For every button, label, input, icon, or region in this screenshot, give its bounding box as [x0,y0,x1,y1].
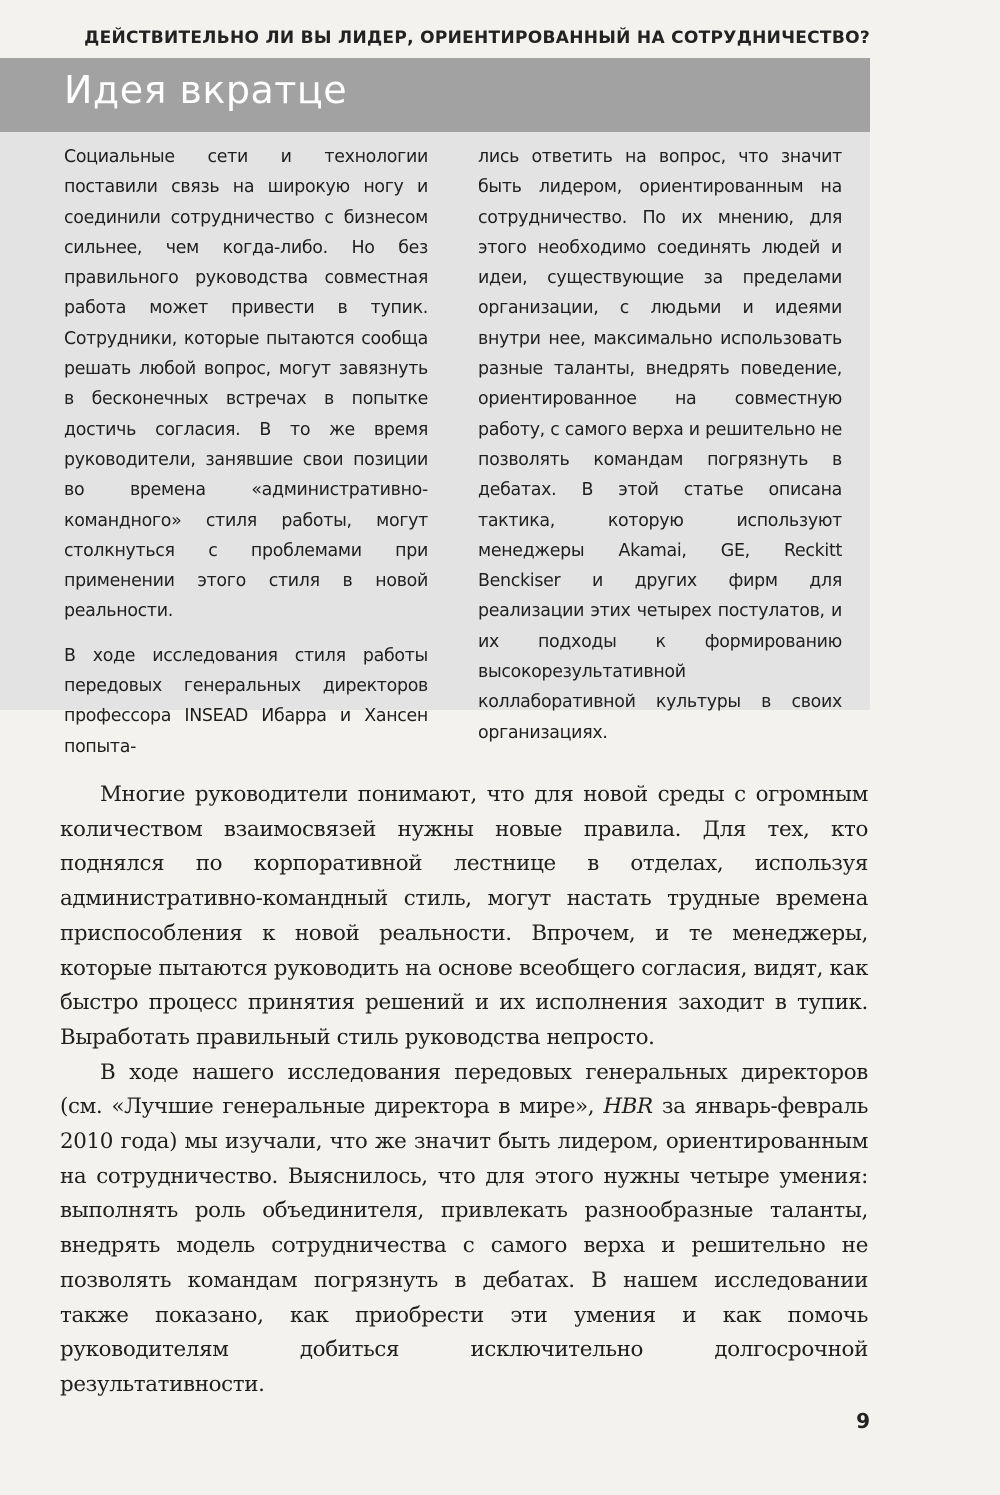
page-number: 9 [856,1409,870,1433]
body-paragraph: Многие руководители понимают, что для новой среды с огромным количеством взаимосвязей нужны новые правила. Для тех, кто поднялся по корпоративной лестнице в отделах, используя административно-командный стиль, могут настать трудные времена приспособления к новой реальности. Впрочем, и те менеджеры, которые пытаются руководить на основе всеобщего согласия, видят, как быстро процесс принятия решений и их исполнения заходит в тупик. Выработать правильный стиль руководства непросто. [60,782,868,1050]
sidebar-column-right [478,142,842,748]
journal-name: HBR [603,1094,653,1120]
sidebar-paragraph: Социальные сети и технологии поставили связь на широкую ногу и соединили сотрудничество с бизнесом сильнее, чем когда-либо. Но без правильного руководства совместная работа может привести в тупик. Сотрудники, которые пытаются сообща решать любой вопрос, могут завязнуть в бесконечных встречах в попытке достичь согласия. В то же время руководители, занявшие свои позиции во времена «административно-командного» стиля работы, могут столкнуться с проблемами при применении этого стиля в новой реальности. [64,147,428,622]
article-body [60,778,868,1403]
body-paragraph [60,1056,868,1403]
running-head: ДЕЙСТВИТЕЛЬНО ЛИ ВЫ ЛИДЕР, ОРИЕНТИРОВАННЫЙ НА СОТРУДНИЧЕСТВО? [84,28,870,48]
sidebar-title: Идея вкратце [64,68,348,112]
body-text: за январь-февраль 2010 года) мы изучали, что же значит быть лидером, ориентированным на сотрудничество. Выяснилось, что для этого нужны четыре умения: выполнять роль объединителя, привлекать разнообразные таланты, внедрять модель сотрудничества с самого верха и решительно не позволять командам погрязнуть в дебатах. В нашем исследовании также показано, как приобрести эти умения и как помочь руководителям добиться исключительно долгосрочной результативности. [60,1094,868,1397]
sidebar-paragraph: В ходе исследования стиля работы передовых генеральных директоров профессора INSEAD Ибарра и Хансен попыта- [64,645,428,757]
sidebar-paragraph: лись ответить на вопрос, что значит быть лидером, ориентированным на сотрудничество. По их мнению, для этого необходимо соединять людей и идеи, существующие за пределами организации, с людьми и идеями внутри нее, максимально использовать разные таланты, внедрять поведение, ориентированное на совместную работу, с самого верха и решительно не позволять командам погрязнуть в дебатах. В этой статье описана тактика, которую используют менеджеры Akamai, GE, Reckitt Benckiser и других фирм для реализации этих четырех постулатов, и их подходы к формированию высокорезультативной коллаборативной культуры в своих организациях. [478,147,842,743]
sidebar-column-left [64,142,428,762]
body-text: В ходе нашего исследования передовых генеральных директоров (см. «Лучшие генеральные директора в мире», [60,1059,868,1120]
